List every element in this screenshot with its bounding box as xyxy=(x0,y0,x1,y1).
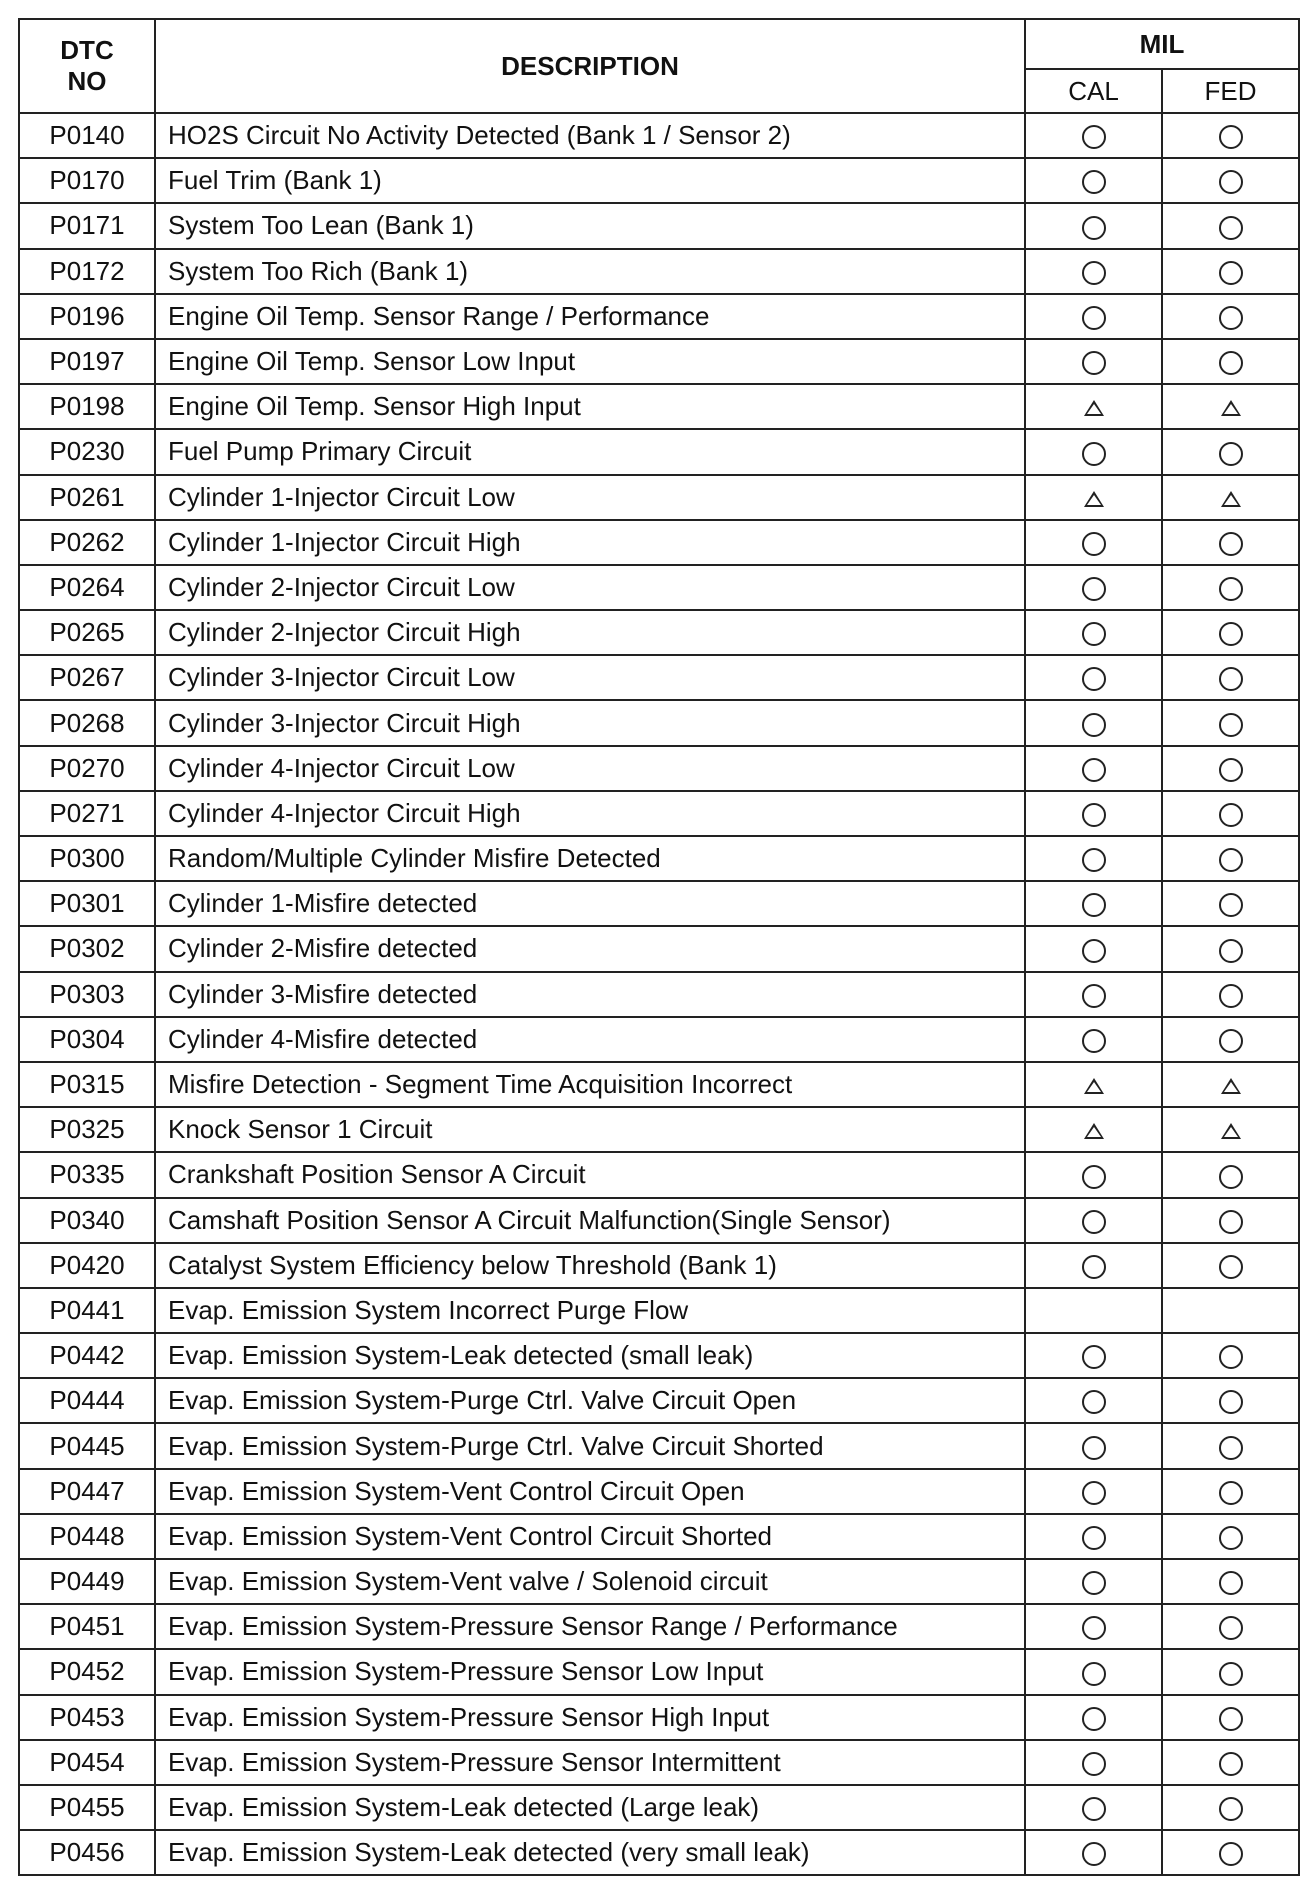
circle-icon xyxy=(1219,442,1243,466)
cal-mil-cell xyxy=(1025,520,1162,565)
dtc-code: P0442 xyxy=(19,1333,155,1378)
cal-mil-cell xyxy=(1025,1107,1162,1152)
fed-mil-cell xyxy=(1162,1062,1299,1107)
fed-mil-cell xyxy=(1162,1152,1299,1197)
cal-mil-cell xyxy=(1025,158,1162,203)
dtc-description: Engine Oil Temp. Sensor Range / Performance xyxy=(155,294,1025,339)
circle-icon xyxy=(1219,1255,1243,1279)
cal-mil-cell xyxy=(1025,1152,1162,1197)
fed-mil-cell xyxy=(1162,655,1299,700)
table-row xyxy=(19,1378,1299,1423)
fed-mil-cell xyxy=(1162,1378,1299,1423)
circle-icon xyxy=(1082,1842,1106,1866)
table-row xyxy=(19,1469,1299,1514)
circle-icon xyxy=(1082,713,1106,737)
dtc-code: P0325 xyxy=(19,1107,155,1152)
circle-icon xyxy=(1219,1481,1243,1505)
table-row xyxy=(19,203,1299,248)
table-row xyxy=(19,1017,1299,1062)
dtc-code: P0264 xyxy=(19,565,155,610)
table-row xyxy=(19,1107,1299,1152)
dtc-code: P0172 xyxy=(19,249,155,294)
dtc-code: P0265 xyxy=(19,610,155,655)
dtc-description: Evap. Emission System-Pressure Sensor Low Input xyxy=(155,1649,1025,1694)
fed-mil-cell xyxy=(1162,294,1299,339)
table-row xyxy=(19,249,1299,294)
table-row xyxy=(19,1740,1299,1785)
cal-mil-cell xyxy=(1025,1288,1162,1333)
table-row xyxy=(19,1198,1299,1243)
table-row xyxy=(19,1333,1299,1378)
dtc-description: Catalyst System Efficiency below Threshold (Bank 1) xyxy=(155,1243,1025,1288)
fed-mil-cell xyxy=(1162,1514,1299,1559)
dtc-code: P0448 xyxy=(19,1514,155,1559)
fed-mil-cell xyxy=(1162,203,1299,248)
cal-mil-cell xyxy=(1025,881,1162,926)
circle-icon xyxy=(1219,170,1243,194)
dtc-code: P0453 xyxy=(19,1695,155,1740)
dtc-code: P0171 xyxy=(19,203,155,248)
fed-mil-cell xyxy=(1162,565,1299,610)
fed-mil-cell xyxy=(1162,926,1299,971)
dtc-description: Cylinder 2-Misfire detected xyxy=(155,926,1025,971)
dtc-description: Cylinder 4-Injector Circuit High xyxy=(155,791,1025,836)
circle-icon xyxy=(1219,758,1243,782)
fed-mil-cell xyxy=(1162,1017,1299,1062)
fed-mil-cell xyxy=(1162,1830,1299,1875)
dtc-code: P0303 xyxy=(19,972,155,1017)
cal-mil-cell xyxy=(1025,339,1162,384)
cal-header: CAL xyxy=(1025,69,1162,113)
dtc-description: Evap. Emission System-Vent Control Circuit Shorted xyxy=(155,1514,1025,1559)
triangle-icon xyxy=(1084,491,1104,507)
dtc-description: Cylinder 1-Misfire detected xyxy=(155,881,1025,926)
table-row xyxy=(19,836,1299,881)
dtc-description: Engine Oil Temp. Sensor Low Input xyxy=(155,339,1025,384)
dtc-description: System Too Lean (Bank 1) xyxy=(155,203,1025,248)
dtc-code: P0456 xyxy=(19,1830,155,1875)
cal-mil-cell xyxy=(1025,655,1162,700)
fed-mil-cell xyxy=(1162,429,1299,474)
dtc-description: Evap. Emission System-Leak detected (small leak) xyxy=(155,1333,1025,1378)
fed-mil-cell xyxy=(1162,791,1299,836)
dtc-description: Engine Oil Temp. Sensor High Input xyxy=(155,384,1025,429)
dtc-code: P0451 xyxy=(19,1604,155,1649)
circle-icon xyxy=(1082,442,1106,466)
circle-icon xyxy=(1219,1390,1243,1414)
table-body xyxy=(19,113,1299,1875)
fed-mil-cell xyxy=(1162,881,1299,926)
dtc-code: P0315 xyxy=(19,1062,155,1107)
cal-mil-cell xyxy=(1025,565,1162,610)
table-row xyxy=(19,1604,1299,1649)
table-row xyxy=(19,384,1299,429)
circle-icon xyxy=(1219,939,1243,963)
dtc-code: P0267 xyxy=(19,655,155,700)
circle-icon xyxy=(1219,306,1243,330)
circle-icon xyxy=(1219,1752,1243,1776)
circle-icon xyxy=(1219,125,1243,149)
dtc-code: P0262 xyxy=(19,520,155,565)
fed-mil-cell xyxy=(1162,1198,1299,1243)
circle-icon xyxy=(1219,713,1243,737)
dtc-no-header: DTC NO xyxy=(19,19,155,113)
cal-mil-cell xyxy=(1025,1243,1162,1288)
cal-mil-cell xyxy=(1025,1695,1162,1740)
fed-header: FED xyxy=(1162,69,1299,113)
circle-icon xyxy=(1082,803,1106,827)
cal-mil-cell xyxy=(1025,294,1162,339)
circle-icon xyxy=(1082,667,1106,691)
cal-mil-cell xyxy=(1025,610,1162,655)
cal-mil-cell xyxy=(1025,1785,1162,1830)
cal-mil-cell xyxy=(1025,1333,1162,1378)
cal-mil-cell xyxy=(1025,1062,1162,1107)
dtc-code: P0420 xyxy=(19,1243,155,1288)
table-row xyxy=(19,1243,1299,1288)
table-row xyxy=(19,113,1299,158)
cal-mil-cell xyxy=(1025,746,1162,791)
dtc-code: P0335 xyxy=(19,1152,155,1197)
dtc-description: System Too Rich (Bank 1) xyxy=(155,249,1025,294)
table-row xyxy=(19,746,1299,791)
dtc-description: Evap. Emission System-Purge Ctrl. Valve Circuit Shorted xyxy=(155,1423,1025,1468)
fed-mil-cell xyxy=(1162,1604,1299,1649)
table-row xyxy=(19,475,1299,520)
cal-mil-cell xyxy=(1025,972,1162,1017)
dtc-code: P0230 xyxy=(19,429,155,474)
circle-icon xyxy=(1219,1526,1243,1550)
circle-icon xyxy=(1082,1616,1106,1640)
triangle-icon xyxy=(1084,1123,1104,1139)
circle-icon xyxy=(1082,1390,1106,1414)
cal-mil-cell xyxy=(1025,475,1162,520)
triangle-icon xyxy=(1084,400,1104,416)
circle-icon xyxy=(1082,1481,1106,1505)
circle-icon xyxy=(1219,216,1243,240)
dtc-code: P0444 xyxy=(19,1378,155,1423)
cal-mil-cell xyxy=(1025,791,1162,836)
cal-mil-cell xyxy=(1025,1559,1162,1604)
fed-mil-cell xyxy=(1162,384,1299,429)
dtc-description: Fuel Trim (Bank 1) xyxy=(155,158,1025,203)
circle-icon xyxy=(1082,848,1106,872)
dtc-description: Random/Multiple Cylinder Misfire Detected xyxy=(155,836,1025,881)
circle-icon xyxy=(1219,1707,1243,1731)
dtc-code: P0270 xyxy=(19,746,155,791)
table-row xyxy=(19,881,1299,926)
dtc-description: Cylinder 2-Injector Circuit Low xyxy=(155,565,1025,610)
table-row xyxy=(19,1830,1299,1875)
dtc-description: Evap. Emission System Incorrect Purge Flow xyxy=(155,1288,1025,1333)
cal-mil-cell xyxy=(1025,1378,1162,1423)
triangle-icon xyxy=(1221,1123,1241,1139)
dtc-code: P0441 xyxy=(19,1288,155,1333)
circle-icon xyxy=(1082,939,1106,963)
fed-mil-cell xyxy=(1162,1740,1299,1785)
fed-mil-cell xyxy=(1162,972,1299,1017)
circle-icon xyxy=(1219,667,1243,691)
cal-mil-cell xyxy=(1025,249,1162,294)
circle-icon xyxy=(1219,1797,1243,1821)
table-row xyxy=(19,655,1299,700)
circle-icon xyxy=(1219,1616,1243,1640)
triangle-icon xyxy=(1221,400,1241,416)
cal-mil-cell xyxy=(1025,429,1162,474)
table-row xyxy=(19,1423,1299,1468)
dtc-code: P0196 xyxy=(19,294,155,339)
dtc-description: Evap. Emission System-Vent Control Circuit Open xyxy=(155,1469,1025,1514)
dtc-description: Camshaft Position Sensor A Circuit Malfunction(Single Sensor) xyxy=(155,1198,1025,1243)
fed-mil-cell xyxy=(1162,339,1299,384)
dtc-description: Misfire Detection - Segment Time Acquisition Incorrect xyxy=(155,1062,1025,1107)
cal-mil-cell xyxy=(1025,1740,1162,1785)
dtc-code: P0452 xyxy=(19,1649,155,1694)
cal-mil-cell xyxy=(1025,1469,1162,1514)
fed-mil-cell xyxy=(1162,746,1299,791)
dtc-description: Cylinder 3-Injector Circuit Low xyxy=(155,655,1025,700)
circle-icon xyxy=(1082,1662,1106,1686)
circle-icon xyxy=(1082,984,1106,1008)
circle-icon xyxy=(1082,306,1106,330)
circle-icon xyxy=(1082,893,1106,917)
table-row xyxy=(19,1288,1299,1333)
description-header: DESCRIPTION xyxy=(155,19,1025,113)
circle-icon xyxy=(1082,758,1106,782)
circle-icon xyxy=(1219,1210,1243,1234)
circle-icon xyxy=(1219,261,1243,285)
fed-mil-cell xyxy=(1162,1107,1299,1152)
table-row xyxy=(19,1152,1299,1197)
dtc-table xyxy=(18,18,1300,1876)
table-header-row xyxy=(19,19,1299,69)
circle-icon xyxy=(1082,1436,1106,1460)
fed-mil-cell xyxy=(1162,1559,1299,1604)
dtc-description: Evap. Emission System-Leak detected (Large leak) xyxy=(155,1785,1025,1830)
table-row xyxy=(19,158,1299,203)
dtc-description: Crankshaft Position Sensor A Circuit xyxy=(155,1152,1025,1197)
circle-icon xyxy=(1219,1571,1243,1595)
fed-mil-cell xyxy=(1162,700,1299,745)
circle-icon xyxy=(1082,125,1106,149)
dtc-description: Evap. Emission System-Leak detected (very small leak) xyxy=(155,1830,1025,1875)
dtc-code: P0340 xyxy=(19,1198,155,1243)
dtc-code: P0170 xyxy=(19,158,155,203)
circle-icon xyxy=(1219,1842,1243,1866)
cal-mil-cell xyxy=(1025,836,1162,881)
circle-icon xyxy=(1082,622,1106,646)
dtc-description: Evap. Emission System-Pressure Sensor Intermittent xyxy=(155,1740,1025,1785)
fed-mil-cell xyxy=(1162,249,1299,294)
dtc-description: Evap. Emission System-Purge Ctrl. Valve Circuit Open xyxy=(155,1378,1025,1423)
circle-icon xyxy=(1219,532,1243,556)
table-row xyxy=(19,700,1299,745)
circle-icon xyxy=(1219,622,1243,646)
fed-mil-cell xyxy=(1162,1469,1299,1514)
dtc-code: P0140 xyxy=(19,113,155,158)
fed-mil-cell xyxy=(1162,836,1299,881)
dtc-description: Fuel Pump Primary Circuit xyxy=(155,429,1025,474)
table-row xyxy=(19,1695,1299,1740)
table-row xyxy=(19,1514,1299,1559)
circle-icon xyxy=(1219,1662,1243,1686)
dtc-code: P0301 xyxy=(19,881,155,926)
fed-mil-cell xyxy=(1162,1785,1299,1830)
table-row xyxy=(19,1062,1299,1107)
mil-header: MIL xyxy=(1025,19,1299,69)
circle-icon xyxy=(1219,803,1243,827)
circle-icon xyxy=(1082,1526,1106,1550)
table-row xyxy=(19,565,1299,610)
circle-icon xyxy=(1082,1029,1106,1053)
dtc-code: P0261 xyxy=(19,475,155,520)
circle-icon xyxy=(1082,216,1106,240)
fed-mil-cell xyxy=(1162,1695,1299,1740)
circle-icon xyxy=(1082,532,1106,556)
dtc-description: Knock Sensor 1 Circuit xyxy=(155,1107,1025,1152)
dtc-description: Evap. Emission System-Vent valve / Solenoid circuit xyxy=(155,1559,1025,1604)
fed-mil-cell xyxy=(1162,520,1299,565)
table-row xyxy=(19,926,1299,971)
dtc-description: Evap. Emission System-Pressure Sensor High Input xyxy=(155,1695,1025,1740)
dtc-code: P0271 xyxy=(19,791,155,836)
fed-mil-cell xyxy=(1162,1243,1299,1288)
dtc-table-sheet xyxy=(18,18,1298,1876)
table-row xyxy=(19,429,1299,474)
dtc-code: P0198 xyxy=(19,384,155,429)
circle-icon xyxy=(1082,1752,1106,1776)
cal-mil-cell xyxy=(1025,1198,1162,1243)
triangle-icon xyxy=(1221,1078,1241,1094)
circle-icon xyxy=(1082,1345,1106,1369)
fed-mil-cell xyxy=(1162,1649,1299,1694)
table-row xyxy=(19,1785,1299,1830)
table-row xyxy=(19,294,1299,339)
cal-mil-cell xyxy=(1025,700,1162,745)
dtc-code: P0449 xyxy=(19,1559,155,1604)
circle-icon xyxy=(1219,577,1243,601)
cal-mil-cell xyxy=(1025,113,1162,158)
dtc-code: P0445 xyxy=(19,1423,155,1468)
cal-mil-cell xyxy=(1025,1514,1162,1559)
cal-mil-cell xyxy=(1025,1830,1162,1875)
fed-mil-cell xyxy=(1162,1423,1299,1468)
circle-icon xyxy=(1082,261,1106,285)
table-row xyxy=(19,972,1299,1017)
circle-icon xyxy=(1082,1210,1106,1234)
circle-icon xyxy=(1082,1165,1106,1189)
circle-icon xyxy=(1219,1436,1243,1460)
table-row xyxy=(19,1559,1299,1604)
dtc-code: P0197 xyxy=(19,339,155,384)
circle-icon xyxy=(1082,1797,1106,1821)
cal-mil-cell xyxy=(1025,1604,1162,1649)
dtc-description: Cylinder 2-Injector Circuit High xyxy=(155,610,1025,655)
circle-icon xyxy=(1219,1029,1243,1053)
cal-mil-cell xyxy=(1025,1423,1162,1468)
dtc-description: Cylinder 4-Injector Circuit Low xyxy=(155,746,1025,791)
dtc-description: HO2S Circuit No Activity Detected (Bank 1 / Sensor 2) xyxy=(155,113,1025,158)
circle-icon xyxy=(1219,1165,1243,1189)
dtc-description: Cylinder 1-Injector Circuit High xyxy=(155,520,1025,565)
fed-mil-cell xyxy=(1162,610,1299,655)
circle-icon xyxy=(1082,1255,1106,1279)
circle-icon xyxy=(1082,351,1106,375)
fed-mil-cell xyxy=(1162,1333,1299,1378)
circle-icon xyxy=(1082,1571,1106,1595)
dtc-description: Cylinder 4-Misfire detected xyxy=(155,1017,1025,1062)
fed-mil-cell xyxy=(1162,475,1299,520)
dtc-description: Evap. Emission System-Pressure Sensor Range / Performance xyxy=(155,1604,1025,1649)
triangle-icon xyxy=(1084,1078,1104,1094)
circle-icon xyxy=(1082,1707,1106,1731)
table-row xyxy=(19,339,1299,384)
dtc-code: P0454 xyxy=(19,1740,155,1785)
circle-icon xyxy=(1219,351,1243,375)
circle-icon xyxy=(1082,577,1106,601)
cal-mil-cell xyxy=(1025,384,1162,429)
fed-mil-cell xyxy=(1162,1288,1299,1333)
fed-mil-cell xyxy=(1162,158,1299,203)
circle-icon xyxy=(1219,893,1243,917)
table-row xyxy=(19,1649,1299,1694)
dtc-code: P0455 xyxy=(19,1785,155,1830)
dtc-description: Cylinder 3-Misfire detected xyxy=(155,972,1025,1017)
table-row xyxy=(19,520,1299,565)
dtc-code: P0304 xyxy=(19,1017,155,1062)
cal-mil-cell xyxy=(1025,1017,1162,1062)
circle-icon xyxy=(1219,1345,1243,1369)
dtc-code: P0447 xyxy=(19,1469,155,1514)
triangle-icon xyxy=(1221,491,1241,507)
cal-mil-cell xyxy=(1025,203,1162,248)
table-row xyxy=(19,791,1299,836)
cal-mil-cell xyxy=(1025,1649,1162,1694)
dtc-description: Cylinder 1-Injector Circuit Low xyxy=(155,475,1025,520)
dtc-description: Cylinder 3-Injector Circuit High xyxy=(155,700,1025,745)
circle-icon xyxy=(1219,984,1243,1008)
circle-icon xyxy=(1082,170,1106,194)
circle-icon xyxy=(1219,848,1243,872)
table-row xyxy=(19,610,1299,655)
dtc-code: P0300 xyxy=(19,836,155,881)
fed-mil-cell xyxy=(1162,113,1299,158)
dtc-code: P0302 xyxy=(19,926,155,971)
cal-mil-cell xyxy=(1025,926,1162,971)
dtc-code: P0268 xyxy=(19,700,155,745)
